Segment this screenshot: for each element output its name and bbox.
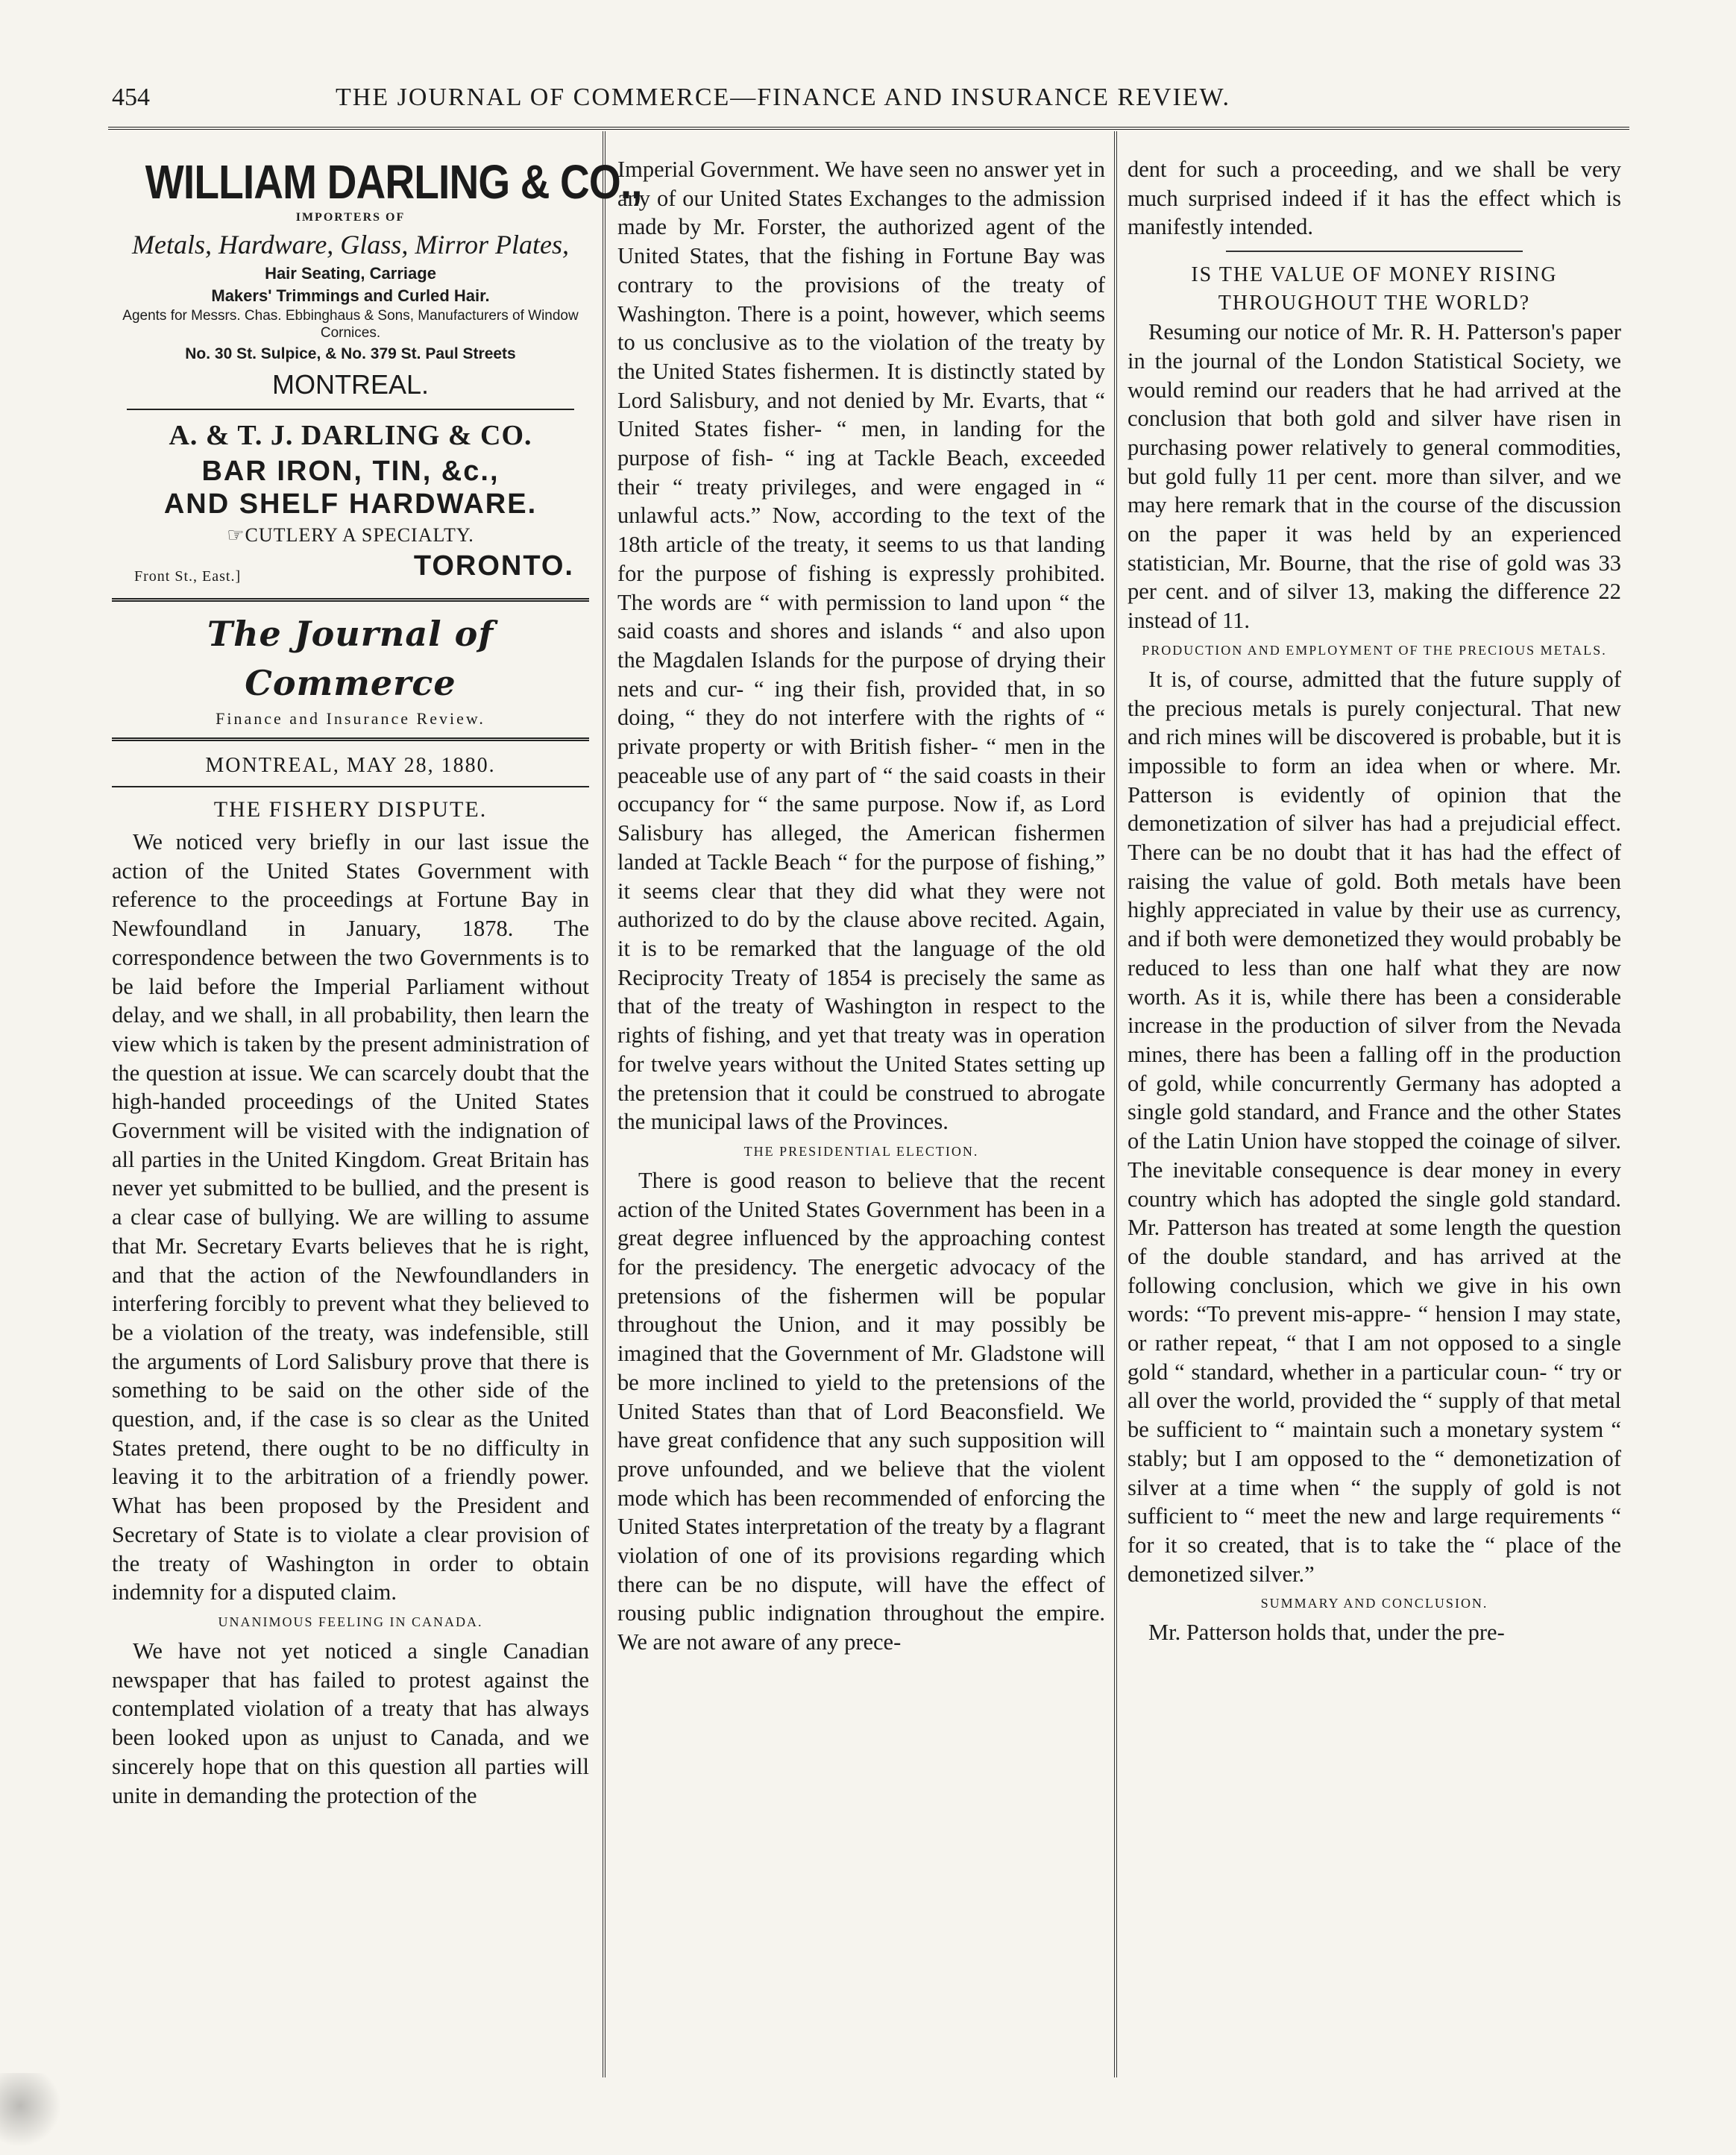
ad2-line2: AND SHELF HARDWARE. [163, 488, 538, 520]
ad1-city: MONTREAL. [271, 369, 430, 400]
running-title: THE JOURNAL OF COMMERCE—FINANCE AND INSURANCE REVIEW. [336, 84, 1231, 111]
paper-stain [0, 2073, 67, 2155]
advertisement-darling-montreal [112, 155, 642, 403]
masthead-title: The Journal of Commerce [207, 614, 494, 703]
page-header [112, 84, 1626, 128]
masthead-subtitle: Finance and Insurance Review. [216, 709, 485, 728]
column-divider-2 [1114, 131, 1117, 2077]
article1-paragraph-2: We have not yet noticed a single Canadian newspaper that has failed to protest against the contemplated violation of a treaty that has always been looked upon as unjust to Canada, and we sincerely hope that on this question all parties will unite in demanding the protection of the [112, 1638, 589, 1808]
ad1-address: No. 30 St. Sulpice, & No. 379 St. Paul Streets [185, 345, 516, 362]
article1-headline: THE FISHERY DISPUTE. [213, 797, 488, 822]
article2-headline: IS THE VALUE OF MONEY RISING THROUGHOUT THE WORLD? [1191, 263, 1558, 315]
column-1 [112, 155, 642, 2071]
column3-paragraph-1: Resuming our notice of Mr. R. H. Patterson's paper in the journal of the London Statistical Society, we would remind our readers that he had arrived at the conclusion that both gold and silver have risen in purchasing power relatively to general commodities, but gold fully 11 per cent. more than silver, and we may here remark that in the course of the discussion on the paper it was held by an experienced statistician, Mr. Bourne, that the rise of gold was 33 per cent. and of silver 13, making the difference 22 instead of 11. [1128, 319, 1621, 634]
ad1-firm-name: WILLIAM DARLING & CO., [145, 155, 642, 209]
ad1-importers: IMPORTERS OF [295, 211, 406, 224]
article-separator [1226, 251, 1522, 252]
column2-paragraph-1: Imperial Government. We have seen no answer yet in any of our United States Exchanges to the admission made by Mr. Forster, the authorized agent of the United States, that the fishing in Fortune Bay was contrary to the provisions of the treaty of Washington. There is a point, however, which seems to us conclusive as to the violation of the treaty by the United States fishermen. It is distinctly stated by Lord Salisbury, and not denied by Mr. Evarts, that “ United States fisher- “ men, in landing for the purpose of fish- “ ing at Tackle Beach, exceeded their “ treaty privileges, and were engaged in “ unlawful acts.” Now, according to the text of the 18th article of the treaty, it seems to us that landing for the purpose of fishing is expressly prohibited. The words are “ with permission to land upon “ the said coasts and shores and islands “ and also upon the Magdalen Islands for the purpose of drying their nets and cur- “ ing their fish, provided that, in so doing, “ they do not interfere with the rights of “ private property or with British fisher- “ men in the peaceable use of any part of “ the said coasts in their occupancy for “ the same purpose. Now if, as Lord Salisbury has alleged, the American fishermen landed at Tackle Beach “ for the purpose of fishing,” it seems clear that they did what they were not authorized to do by the clause above recited. Again, it is to be remarked that the language of the old Reciprocity Treaty of 1854 is precisely the same as that of the treaty of Washington in respect to the rights of fishing, and yet that treaty was in operation for twelve years without the United States setting up the pretension that it could be construed to abrogate the municipal laws of the Provinces. [617, 157, 1105, 1135]
masthead-rule-top [112, 598, 589, 602]
column-2 [617, 155, 1105, 2071]
header-rule [108, 127, 1629, 134]
ad2-line3: ☞CUTLERY A SPECIALTY. [227, 524, 474, 546]
column3-paragraph-0: dent for such a proceeding, and we shall be very much surprised indeed if it has the effect which is manifestly intended. [1128, 157, 1621, 240]
column3-paragraph-3: Mr. Patterson holds that, under the pre- [1148, 1620, 1505, 1646]
article1-paragraph-1: We noticed very briefly in our last issue the action of the United States Government with reference to the proceedings at Fortune Bay in Newfoundland in January, 1878. The correspondence between the two Governments is to be laid before the Imperial Parliament without delay, and we shall, in all probability, then learn the view which is taken by the present administration of the question at issue. We can scarcely doubt that the high-handed proceedings of the United States Government will be visited with the indignation of all parties in the United Kingdom. Great Britain has never yet submitted to be bullied, and the present is a clear case of bullying. We are willing to assume that Mr. Secretary Evarts believes that he is right, and that the action of the Newfoundlanders in interfering forcibly to prevent what they believed to be a violation of the treaty, was indefensible, still the arguments of Lord Salisbury prove that there is something to be said on the other side of the question, and, if the case is so clear as the United States pretend, there ought to be no difficulty in leaving it to the arbitration of a friendly power. What has been proposed by the President and Secretary of State is to violate a clear provision of the treaty of Washington in order to obtain indemnity for a disputed claim. [112, 829, 589, 1605]
column-divider-1 [603, 131, 606, 2077]
ad2-city: TORONTO. [413, 550, 574, 582]
ad2-address-row [112, 550, 589, 591]
ad-separator [127, 409, 574, 410]
ad1-line2: Makers' Trimmings and Curled Hair. [211, 286, 490, 305]
ad1-agents: Agents for Messrs. Chas. Ebbinghaus & Sons, Manufacturers of Window Cornices. [122, 308, 579, 341]
article1-subhead: UNANIMOUS FEELING IN CANADA. [218, 1614, 483, 1629]
masthead-rule-bottom [112, 737, 589, 741]
ad2-street: Front St., East.] [134, 568, 242, 585]
column3-subhead-2: SUMMARY AND CONCLUSION. [1260, 1596, 1488, 1611]
column-3 [1128, 155, 1621, 2071]
ad2-firm-name: A. & T. J. DARLING & CO. [169, 420, 532, 451]
ad1-goods: Metals, Hardware, Glass, Mirror Plates, [131, 230, 569, 259]
advertisement-darling-toronto [112, 416, 589, 591]
dateline-rule [112, 786, 589, 787]
ad1-line1: Hair Seating, Carriage [265, 264, 436, 283]
page-number: 454 [112, 84, 150, 111]
column2-paragraph-2: There is good reason to believe that the recent action of the United States Government has been in a great degree influenced by the approaching contest for the presidency. The energetic advocacy of the pretensions of the fishermen will be popular throughout the Union, and it may possibly be imagined that the Government of Mr. Gladstone will be more inclined to yield to the pretensions of the United States than that of Lord Beaconsfield. We have great confidence that any such supposition will prove unfounded, and we believe that the violent mode which has been recommended of enforcing the United States interpretation of the treaty by a flagrant violation of one of its provisions regarding which there can be no dispute, will have the effect of rousing public indignation throughout the empire. We are not aware of any prece- [617, 1167, 1105, 1655]
column3-subhead-1: PRODUCTION AND EMPLOYMENT OF THE PRECIOUS METALS. [1142, 642, 1607, 658]
column2-subhead: THE PRESIDENTIAL ELECTION. [743, 1143, 979, 1159]
ad2-line1: BAR IRON, TIN, &c., [201, 456, 500, 487]
column3-paragraph-2: It is, of course, admitted that the future supply of the precious metals is purely conjectural. That new and rich mines will be discovered is probable, but it is impossible to form an idea when or where. Mr. Patterson is evidently of opinion that the demonetization of silver has had a prejudicial effect. There can be no doubt that it has had the effect of raising the value of gold. Both metals have been highly appreciated in value by their use as currency, and if both were demonetized they would probably be reduced to less than one half what they are now worth. As it is, while there has been a considerable increase in the production of silver from the Nevada mines, there has been a falling off in the production of gold, while concurrently Germany has adopted a single gold standard, and France and the other States of the Latin Union have stopped the coinage of silver. The inevitable consequence is dear money in every country which has adopted the single gold standard. Mr. Patterson has treated at some length the question of the double standard, and has arrived at the following conclusion, which we give in his own words: “To prevent mis-appre- “ hension I may state, or rather repeat, “ that I am not opposed to a single gold “ standard, whether in a particular coun- “ try or all over the world, provided the “ supply of that metal be sufficient to “ maintain such a monetary system “ stably; but I am opposed to the “ demonetization of silver at a time when “ the supply of gold is not sufficient to “ meet the new and large requirements “ for it so created, that is to take the “ place of the demonetized silver.” [1128, 666, 1621, 1587]
dateline: MONTREAL, MAY 28, 1880. [205, 754, 496, 777]
